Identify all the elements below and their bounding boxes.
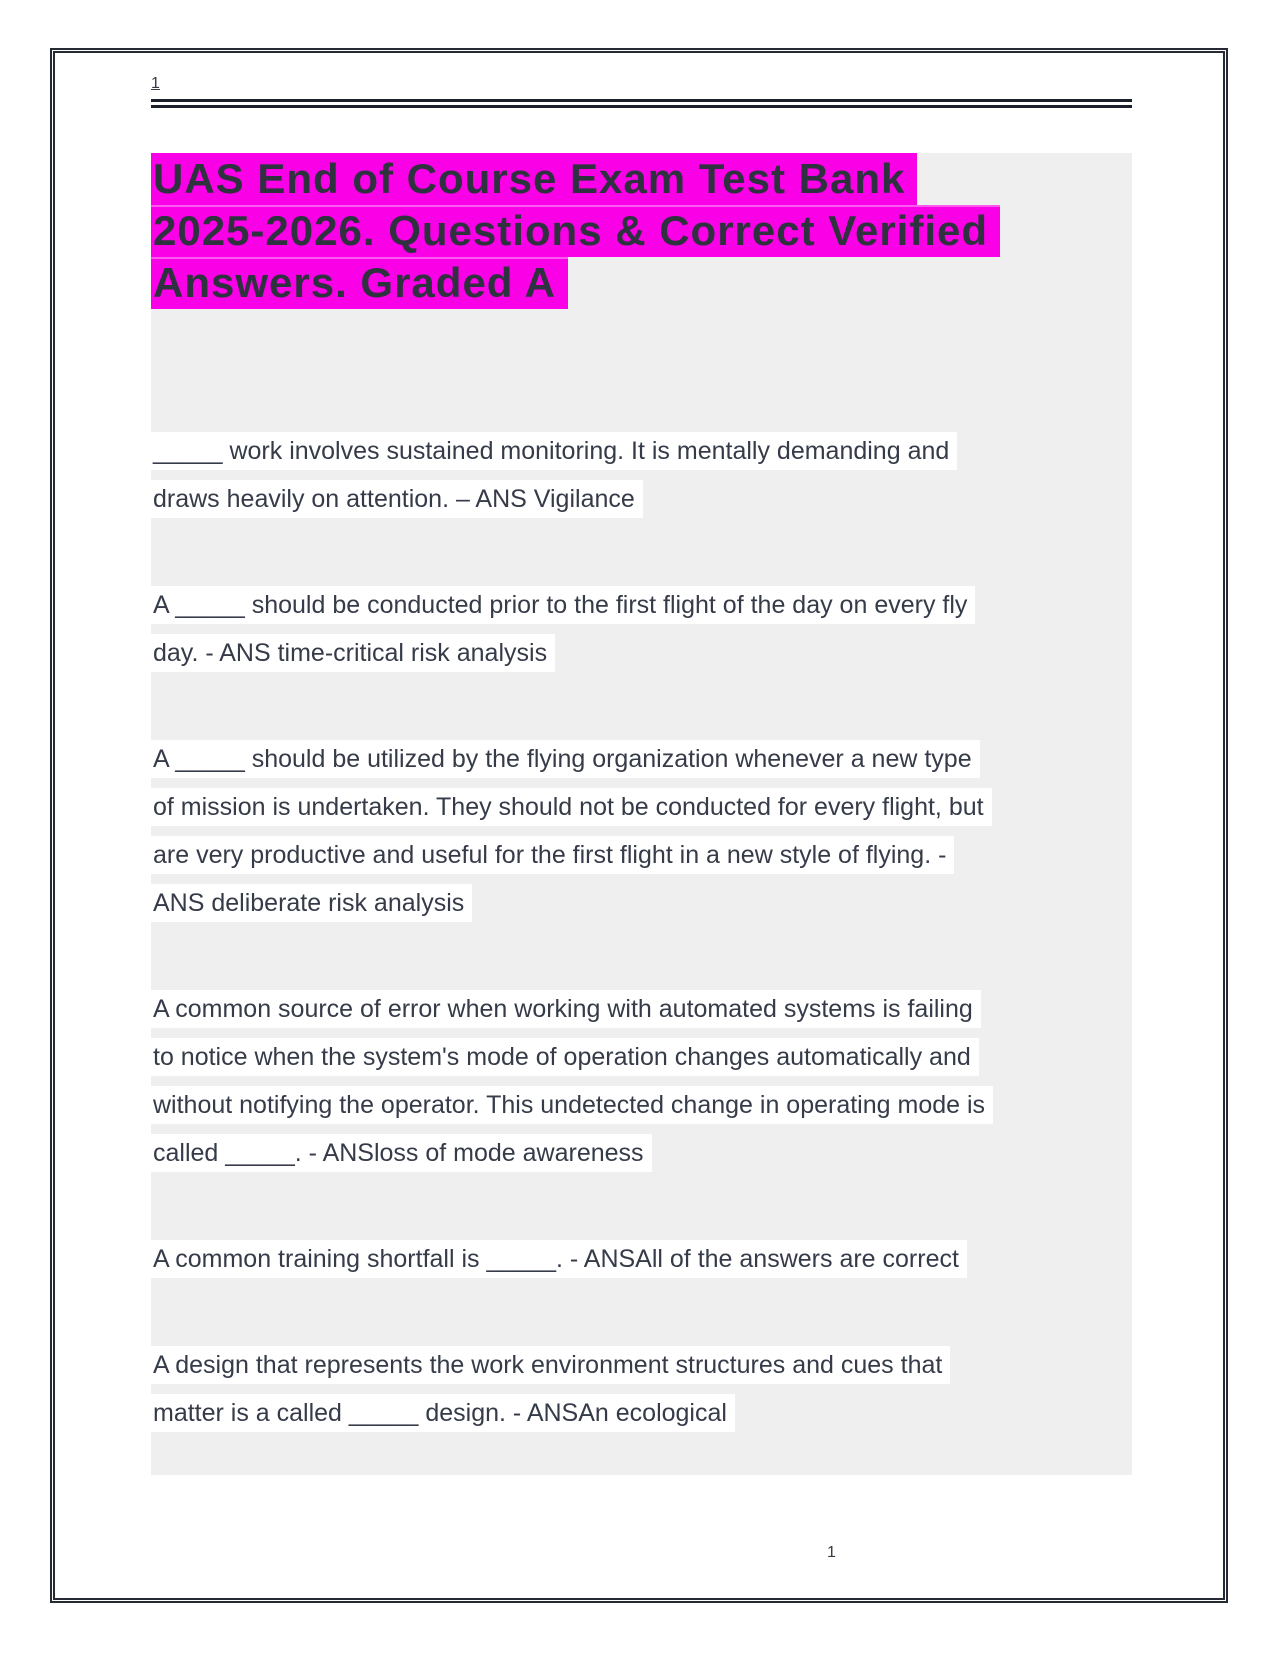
body-line-text: A _____ should be utilized by the flying organization whenever a new type <box>151 740 980 778</box>
body-line <box>151 783 1132 831</box>
document-title <box>151 153 1132 309</box>
body-line-text: to notice when the system's mode of operation changes automatically and <box>151 1038 979 1076</box>
paragraph <box>151 985 1132 1177</box>
body-line <box>151 629 1132 677</box>
body-line <box>151 1235 1132 1283</box>
header-rule <box>151 99 1132 108</box>
body-line <box>151 581 1132 629</box>
header-page-number: 1 <box>151 75 160 92</box>
paragraph <box>151 427 1132 523</box>
document-page <box>50 48 1228 1603</box>
body-line <box>151 1389 1132 1437</box>
body-line <box>151 475 1132 523</box>
body-line <box>151 1081 1132 1129</box>
body-line-text: matter is a called _____ design. - ANSAn ecological <box>151 1394 735 1432</box>
title-line-text: Answers. Graded A <box>151 257 568 309</box>
body-line <box>151 1341 1132 1389</box>
title-line <box>151 205 1132 257</box>
body-line-text: A common source of error when working with automated systems is failing <box>151 990 981 1028</box>
document-body <box>151 427 1132 1437</box>
body-line-text: draws heavily on attention. – ANS Vigilance <box>151 480 643 518</box>
body-line <box>151 985 1132 1033</box>
body-line-text: ANS deliberate risk analysis <box>151 884 472 922</box>
paragraph <box>151 581 1132 677</box>
body-line-text: without notifying the operator. This undetected change in operating mode is <box>151 1086 993 1124</box>
body-line <box>151 831 1132 879</box>
body-line <box>151 735 1132 783</box>
body-line-text: of mission is undertaken. They should not be conducted for every flight, but <box>151 788 992 826</box>
body-line <box>151 879 1132 927</box>
body-line-text: A _____ should be conducted prior to the first flight of the day on every fly <box>151 586 975 624</box>
body-line <box>151 1033 1132 1081</box>
title-line-text: 2025-2026. Questions & Correct Verified <box>151 205 1000 257</box>
title-line-text: UAS End of Course Exam Test Bank <box>151 153 917 205</box>
paragraph <box>151 735 1132 927</box>
body-line-text: A common training shortfall is _____. - ANSAll of the answers are correct <box>151 1240 967 1278</box>
body-line-text: called _____. - ANSloss of mode awareness <box>151 1134 652 1172</box>
title-line <box>151 153 1132 205</box>
body-line <box>151 1129 1132 1177</box>
document-content <box>151 153 1132 1475</box>
paragraph <box>151 1341 1132 1437</box>
body-line-text: _____ work involves sustained monitoring. It is mentally demanding and <box>151 432 957 470</box>
body-line-text: day. - ANS time-critical risk analysis <box>151 634 555 672</box>
title-line <box>151 257 1132 309</box>
footer-page-number: 1 <box>827 1544 836 1561</box>
paragraph <box>151 1235 1132 1283</box>
body-line <box>151 427 1132 475</box>
body-line-text: are very productive and useful for the first flight in a new style of flying. - <box>151 836 954 874</box>
body-line-text: A design that represents the work environment structures and cues that <box>151 1346 950 1384</box>
